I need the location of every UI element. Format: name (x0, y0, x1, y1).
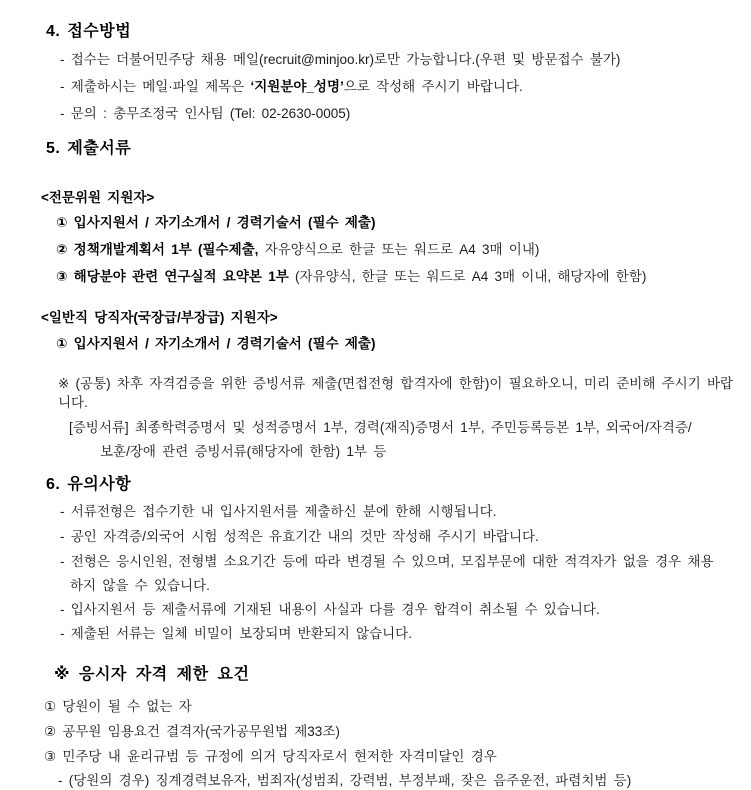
heading-eligibility-restrictions: ※ 응시자 자격 제한 요건 (54, 666, 250, 683)
section-eligibility-restrictions (0, 665, 737, 790)
bullet-process-change-line2: 하지 않을 수 있습니다. (70, 578, 210, 593)
bullet-process-change-line1: - 전형은 응시인원, 전형별 소요기간 등에 따라 변경될 수 있으며, 모집부문에 대한 적격자가 없을 경우 채용 (60, 554, 714, 569)
item-research-summary (56, 267, 737, 286)
section-precautions (0, 475, 737, 643)
section-title: 제출서류 (67, 140, 132, 157)
item-application-resume-career: ① 입사지원서 / 자기소개서 / 경력기술서 (필수 제출) (56, 215, 376, 230)
section-number: 5. (46, 140, 61, 157)
note-verification-documents: ※ (공통) 차후 자격검증을 위한 증빙서류 제출(면접전형 합격자에 한함)이 필요하오니, 미리 준비해 주시기 바랍니다. (58, 376, 734, 410)
note-evidence-documents-list-cont: 보훈/장애 관련 증빙서류(해당자에 한함) 1부 등 (100, 444, 387, 459)
section-required-documents (0, 139, 737, 461)
bullet-mail-subject-format: ‘지원분야_성명’ (250, 79, 344, 94)
restriction-ethics-rules-detail: - (당원의 경우) 징계경력보유자, 범죄자(성범죄, 강력범, 부정부패, 잦은 음주운전, 파렴치범 등) (58, 773, 632, 789)
item-research-summary-bold: ③ 해당분야 관련 연구실적 요약본 1부 (56, 269, 296, 284)
item-research-summary-rest: (자유양식, 한글 또는 워드로 A4 3매 이내, 해당자에 한함) (295, 269, 647, 284)
item-policy-plan-bold: ② 정책개발계획서 1부 (필수제출, (56, 242, 259, 257)
bullet-valid-certificates: - 공인 자격증/외국어 시험 성적은 유효기간 내의 것만 작성해 주시기 바랍니다. (60, 529, 539, 544)
bullet-documents-not-returned: - 제출된 서류는 일체 비밀이 보장되며 반환되지 않습니다. (60, 626, 412, 641)
group-title-general-staff: <일반직 당직자(국장급/부장급) 지원자> (41, 310, 278, 325)
bullet-contact-info: - 문의 : 총무조정국 인사팀 (Tel: 02-2630-0005) (60, 106, 351, 121)
restriction-civil-service-disqualified: ② 공무원 임용요건 결격자(국가공무원법 제33조) (44, 724, 340, 740)
group-title-expert-committee: <전문위원 지원자> (41, 190, 155, 205)
section-apply-method (0, 22, 737, 123)
section-title: 유의사항 (67, 476, 132, 493)
restriction-ethics-rules: ③ 민주당 내 윤리규범 등 규정에 의거 당직자로서 현저한 자격미달인 경우 (44, 749, 497, 765)
bullet-mail-subject-pre: - 제출하시는 메일·파일 제목은 (60, 79, 251, 94)
bullet-mail-subject-post: 으로 작성해 주시기 바랍니다. (343, 79, 523, 94)
item-policy-plan (56, 240, 737, 259)
restriction-cannot-be-member: ① 당원이 될 수 없는 자 (44, 699, 192, 715)
section-heading-apply-method (46, 22, 737, 41)
section-heading-precautions (46, 475, 737, 494)
bullet-apply-email: - 접수는 더불어민주당 채용 메일(recruit@minjoo.kr)로만 가능합니다.(우편 및 방문접수 불가) (60, 52, 621, 67)
section-number: 6. (46, 476, 61, 493)
item-policy-plan-rest: 자유양식으로 한글 또는 워드로 A4 3매 이내) (258, 242, 540, 257)
item-application-resume-career-2: ① 입사지원서 / 자기소개서 / 경력기술서 (필수 제출) (56, 336, 376, 351)
bullet-screening-within-deadline: - 서류전형은 접수기한 내 입사지원서를 제출하신 분에 한해 시행됩니다. (60, 504, 497, 519)
section-heading-required-documents (46, 139, 737, 158)
bullet-mail-subject (60, 77, 737, 96)
section-title: 접수방법 (67, 23, 132, 40)
section-number: 4. (46, 23, 61, 40)
bullet-false-information: - 입사지원서 등 제출서류에 기재된 내용이 사실과 다를 경우 합격이 취소될 수 있습니다. (60, 602, 600, 617)
note-evidence-documents-list: [증빙서류] 최종학력증명서 및 성적증명서 1부, 경력(재직)증명서 1부, 주민등록등본 1부, 외국어/자격증/ (69, 420, 692, 435)
